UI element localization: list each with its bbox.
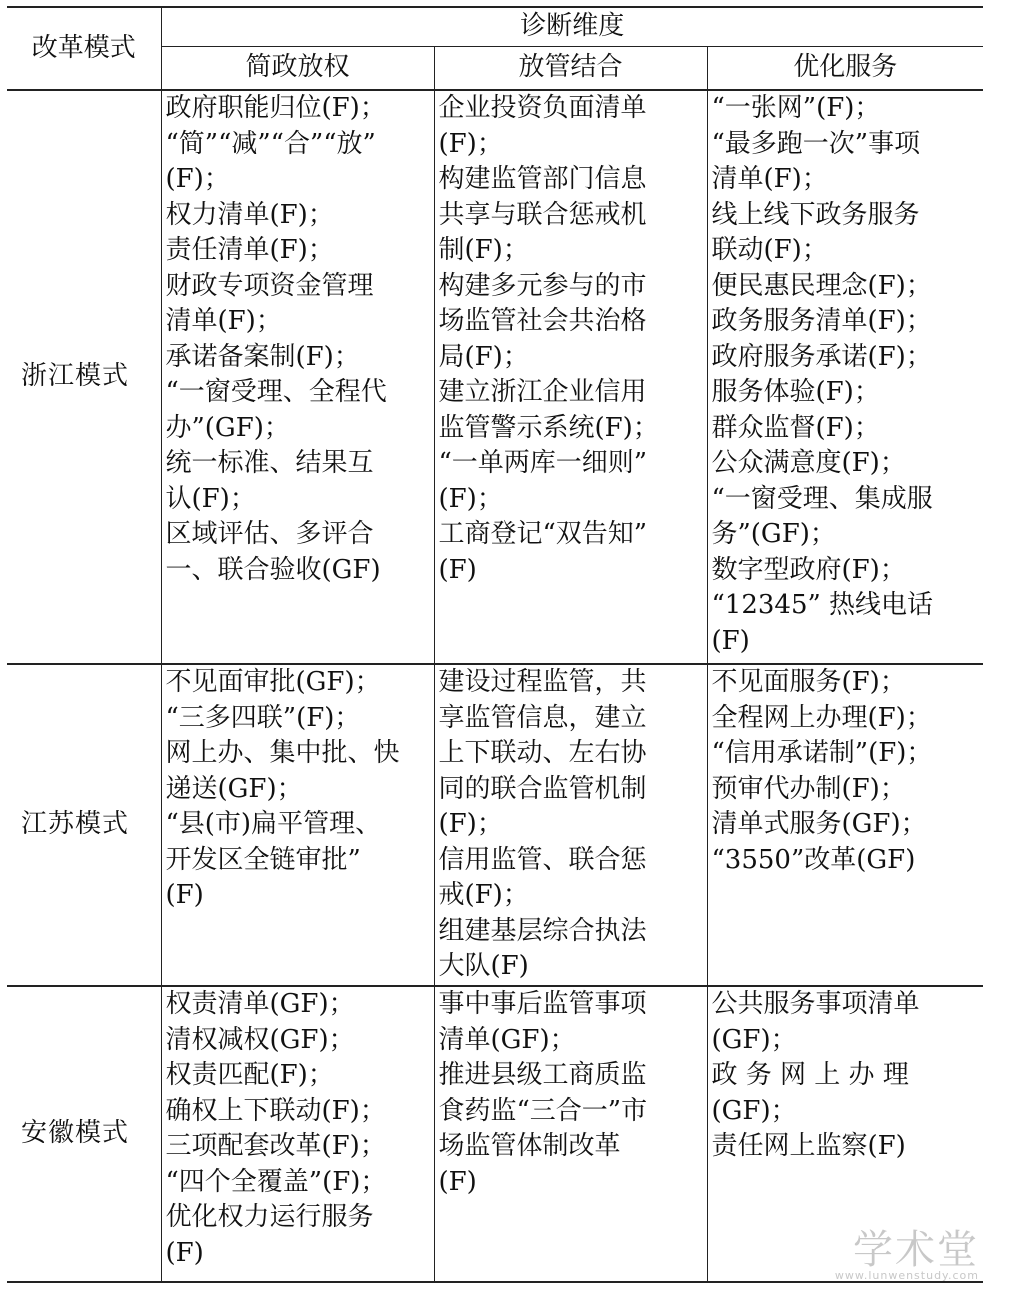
cell-line: “一张网”(F)； — [711, 93, 881, 123]
cell-line: 事中事后监管事项 — [438, 989, 647, 1019]
cell-line: 建立浙江企业信用 — [438, 377, 647, 407]
cell-line: 确权上下联动(F)； — [165, 1095, 386, 1126]
watermark-text: 学术堂 — [853, 1227, 979, 1273]
header-reform-model: 改革模式 — [7, 7, 161, 90]
cell-line: “一窗受理、全程代 — [165, 377, 387, 407]
cell-line: 全程网上办理(F)； — [711, 702, 932, 733]
cell-line: 递送(GF)； — [165, 773, 303, 804]
cell-line: (F) — [438, 554, 477, 585]
cell-line: “三多四联”(F)； — [165, 702, 361, 733]
cell-line: 构建多元参与的市 — [438, 270, 647, 301]
cell-line: 不见面服务(F)； — [711, 667, 906, 697]
cell-line: 便民惠民理念(F)； — [711, 270, 932, 301]
cell-line: 优化权力运行服务 — [165, 1202, 374, 1232]
cell-line: 权责匹配(F)； — [165, 1060, 334, 1090]
cell-line: 数字型政府(F)； — [711, 554, 906, 585]
cell-line: “一单两库一细则” — [438, 448, 648, 478]
cell-line: 上下联动、左右协 — [438, 738, 647, 768]
cell-line: (GF)； — [711, 1095, 797, 1126]
cell-line: (F) — [711, 625, 750, 656]
table-row — [7, 664, 983, 986]
cell-line: 认(F)； — [165, 483, 256, 514]
cell-line: 财政专项资金管理 — [165, 270, 374, 301]
cell-line: 责任清单(F)； — [165, 235, 334, 265]
cell-line: “信用承诺制”(F)； — [711, 738, 933, 768]
cell-line: (F) — [438, 1166, 477, 1197]
cell-line: (F)； — [438, 128, 503, 159]
cell-line: “简”“减”“合”“放” — [165, 128, 376, 159]
cell-line: 企业投资负面清单 — [438, 93, 647, 123]
cell-line: 同的联合监管机制 — [438, 773, 647, 804]
table-row — [7, 90, 983, 664]
table-cell — [434, 986, 707, 1282]
table-cell — [707, 664, 983, 986]
cell-line: 政务服务清单(F)； — [711, 306, 932, 336]
cell-line: “3550”改革(GF) — [711, 844, 916, 875]
watermark-logo — [834, 1227, 979, 1282]
cell-line: 清权减权(GF)； — [165, 1024, 355, 1055]
reform-diagnosis-table — [7, 6, 983, 1283]
cell-line: 共享与联合惩戒机 — [438, 199, 647, 230]
cell-line: 享监管信息，建立 — [438, 702, 647, 733]
reform-model-name: 安徽模式 — [7, 986, 161, 1282]
cell-line: (F)； — [438, 809, 503, 839]
cell-line: 政府服务承诺(F)； — [711, 341, 932, 372]
cell-line: 戒(F)； — [438, 880, 529, 910]
cell-line: 工商登记“双告知” — [438, 519, 648, 549]
cell-line: 构建监管部门信息 — [438, 164, 647, 194]
reform-model-name: 江苏模式 — [7, 664, 161, 986]
cell-line: “一窗受理、集成服 — [711, 483, 933, 514]
cell-line: 不见面审批(GF)； — [165, 667, 381, 697]
cell-line: 推进县级工商质监 — [438, 1060, 647, 1090]
cell-line: (F) — [165, 1237, 204, 1268]
cell-line: 场监管体制改革 — [438, 1131, 621, 1161]
cell-line: 三项配套改革(F)； — [165, 1131, 386, 1161]
cell-line: 务”(GF)； — [711, 519, 836, 549]
reform-model-name: 浙江模式 — [7, 90, 161, 664]
cell-line: 清单(F)； — [711, 164, 828, 194]
cell-line: 办”(GF)； — [165, 412, 290, 443]
cell-line: (F)； — [165, 164, 230, 194]
cell-line: 统一标准、结果互 — [165, 448, 374, 478]
cell-line: 政府职能归位(F)； — [165, 93, 386, 123]
cell-line: 政 务 网 上 办 理 — [711, 1060, 909, 1090]
cell-line: 组建基层综合执法 — [438, 915, 647, 946]
header-col-service: 优化服务 — [707, 47, 983, 91]
cell-line: 权力清单(F)； — [165, 199, 334, 230]
cell-line: 线上线下政务服务 — [711, 199, 920, 230]
cell-line: 公众满意度(F)； — [711, 448, 906, 478]
cell-line: 大队(F) — [438, 951, 529, 981]
cell-line: 场监管社会共治格 — [438, 306, 647, 336]
table-cell — [434, 664, 707, 986]
cell-line: 信用监管、联合惩 — [438, 844, 647, 875]
cell-line: (F) — [165, 880, 204, 910]
table-cell — [707, 90, 983, 664]
cell-line: 制(F)； — [438, 235, 529, 265]
cell-line: “县(市)扁平管理、 — [165, 809, 382, 839]
cell-line: 局(F)； — [438, 341, 529, 372]
cell-line: 开发区全链审批” — [165, 844, 361, 875]
table-cell — [161, 664, 434, 986]
header-diagnosis-dimension: 诊断维度 — [161, 7, 983, 47]
cell-line: 食药监“三合一”市 — [438, 1095, 648, 1126]
watermark-url: www.lunwenstudy.com — [834, 1269, 979, 1282]
cell-line: 清单(F)； — [165, 306, 282, 336]
header-col-regulation: 放管结合 — [434, 47, 707, 91]
cell-line: “四个全覆盖”(F)； — [165, 1166, 387, 1197]
cell-line: 责任网上监察(F) — [711, 1131, 906, 1161]
cell-line: 网上办、集中批、快 — [165, 738, 400, 768]
cell-line: “最多跑一次”事项 — [711, 128, 921, 159]
cell-line: 公共服务事项清单 — [711, 989, 920, 1019]
cell-line: “12345” 热线电话 — [711, 590, 934, 620]
cell-line: 区域评估、多评合 — [165, 519, 374, 549]
cell-line: 一、联合验收(GF) — [165, 554, 381, 585]
cell-line: 承诺备案制(F)； — [165, 341, 360, 372]
cell-line: 预审代办制(F)； — [711, 773, 906, 804]
cell-line: 权责清单(GF)； — [165, 989, 355, 1019]
cell-line: 联动(F)； — [711, 235, 828, 265]
table-cell — [161, 90, 434, 664]
cell-line: 清单(GF)； — [438, 1024, 576, 1055]
cell-line: (F)； — [438, 483, 503, 514]
cell-line: 服务体验(F)； — [711, 377, 880, 407]
cell-line: 清单式服务(GF)； — [711, 809, 927, 839]
table-cell — [434, 90, 707, 664]
cell-line: (GF)； — [711, 1024, 797, 1055]
table-cell — [161, 986, 434, 1282]
cell-line: 监管警示系统(F)； — [438, 412, 659, 443]
header-col-streamline: 简政放权 — [161, 47, 434, 91]
cell-line: 群众监督(F)； — [711, 412, 880, 443]
cell-line: 建设过程监管，共 — [438, 667, 647, 697]
